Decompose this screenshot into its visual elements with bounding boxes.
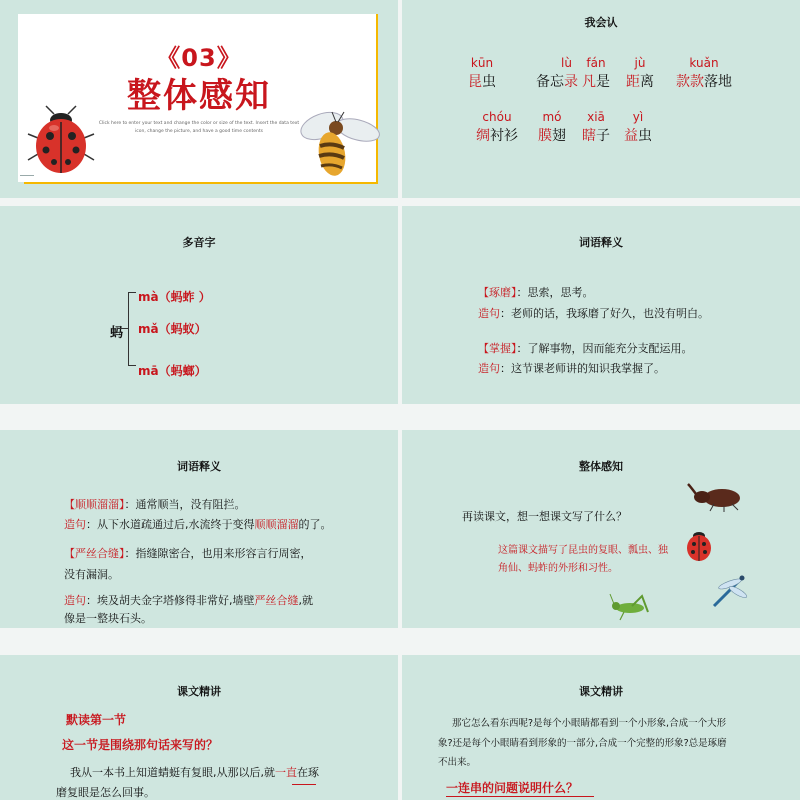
paragraph-line: 磨复眼是怎么回事。	[56, 786, 155, 799]
char-item: lù 备忘录	[536, 56, 578, 90]
example-line: 造句：从下水道疏通过后,水流终于变得顺顺溜溜的了。	[64, 518, 332, 531]
paragraph-line: 那它怎么看东西呢?是每个小眼睛都看到一个小形象,合成一个大形	[452, 718, 727, 729]
cover-section-number: 《03》	[156, 44, 242, 72]
slide-title: 我会认	[584, 16, 618, 29]
char-item: chóu 绸衬衫	[476, 110, 518, 144]
beetle-icon	[686, 482, 744, 512]
slide-title: 词语释义	[579, 236, 623, 249]
answer-text: 这篇课文描写了昆虫的复眼、瓢虫、独 角仙、蚂蚱的外形和习性。	[498, 545, 668, 574]
definition-line: 【琢磨】：思索，思考。	[478, 286, 594, 299]
grasshopper-icon	[610, 592, 650, 622]
example-line: 造句：埃及胡夫金字塔修得非常好,墙壁严丝合缝,就	[64, 594, 313, 607]
cover-title: 整体感知	[127, 76, 271, 116]
bee-icon	[292, 108, 384, 180]
char-item: yì 益虫	[624, 110, 652, 144]
example-line-cont: 像是一整块石头。	[64, 612, 152, 625]
slide-overall[interactable]	[402, 430, 800, 628]
question-heading: 这一节是围绕那句话来写的？	[62, 738, 219, 752]
paragraph-line: 我从一本书上知道蜻蜓有复眼,从那以后,就一直在琢	[70, 766, 319, 779]
slide-lesson-2[interactable]	[402, 655, 800, 800]
section-heading: 默读第一节	[66, 713, 127, 727]
slide-title: 多音字	[182, 236, 216, 249]
char-item: kuǎn 款款落地	[676, 56, 732, 90]
polyphone-option: mā（蚂螂）	[138, 364, 207, 378]
example-line: 造句：老师的话，我琢磨了好久，也没有明白。	[478, 307, 709, 320]
slide-title: 课文精讲	[579, 685, 623, 698]
paragraph-line: 象?还是每个小眼睛看到形象的一部分,合成一个完整的形象?总是琢磨	[438, 738, 727, 749]
ladybug-icon	[684, 530, 714, 562]
char-item: fán 凡是	[582, 56, 610, 90]
slide-lesson-1[interactable]	[0, 655, 398, 800]
slide-title: 整体感知	[579, 460, 623, 473]
example-line: 造句：这节课老师讲的知识我掌握了。	[478, 362, 665, 375]
underline	[292, 784, 316, 785]
polyphone-option: mà（蚂蚱 ）	[138, 290, 211, 304]
slide-recognize[interactable]	[402, 0, 800, 198]
question-heading: 一连串的问题说明什么？	[446, 781, 579, 795]
underline	[446, 796, 594, 797]
polyphone-option: mǎ（蚂蚁）	[138, 322, 207, 336]
definition-line-cont: 没有漏洞。	[64, 568, 119, 581]
slide-title: 课文精讲	[177, 685, 221, 698]
char-item: mó 膜翅	[538, 110, 566, 144]
cover-subtitle: Click here to enter your text and change the color or size of the text. Insert the data text icon, change the picture, and have a good time contents	[98, 121, 300, 134]
dragonfly-icon	[708, 574, 748, 610]
polyphone-char: 蚂	[110, 326, 124, 341]
paragraph-line: 不出来。	[438, 757, 477, 768]
definition-line: 【顺顺溜溜】：通常顺当，没有阻拦。	[64, 498, 246, 511]
slide-polyphone[interactable]	[0, 206, 398, 404]
definition-line: 【掌握】：了解事物，因而能充分支配运用。	[478, 342, 693, 355]
ladybug-icon	[26, 104, 96, 176]
slide-title: 词语释义	[177, 460, 221, 473]
slide-vocab-1[interactable]	[402, 206, 800, 404]
char-item: xiā 瞎子	[582, 110, 610, 144]
slide-cover[interactable]	[0, 0, 398, 198]
char-item: jù 距离	[626, 56, 654, 90]
char-item: kūn 昆虫	[468, 56, 496, 90]
question-text: 再读课文，想一想课文写了什么？	[462, 510, 627, 523]
definition-line: 【严丝合缝】：指缝隙密合，也用来形容言行周密，	[64, 547, 312, 560]
slide-vocab-2[interactable]	[0, 430, 398, 628]
